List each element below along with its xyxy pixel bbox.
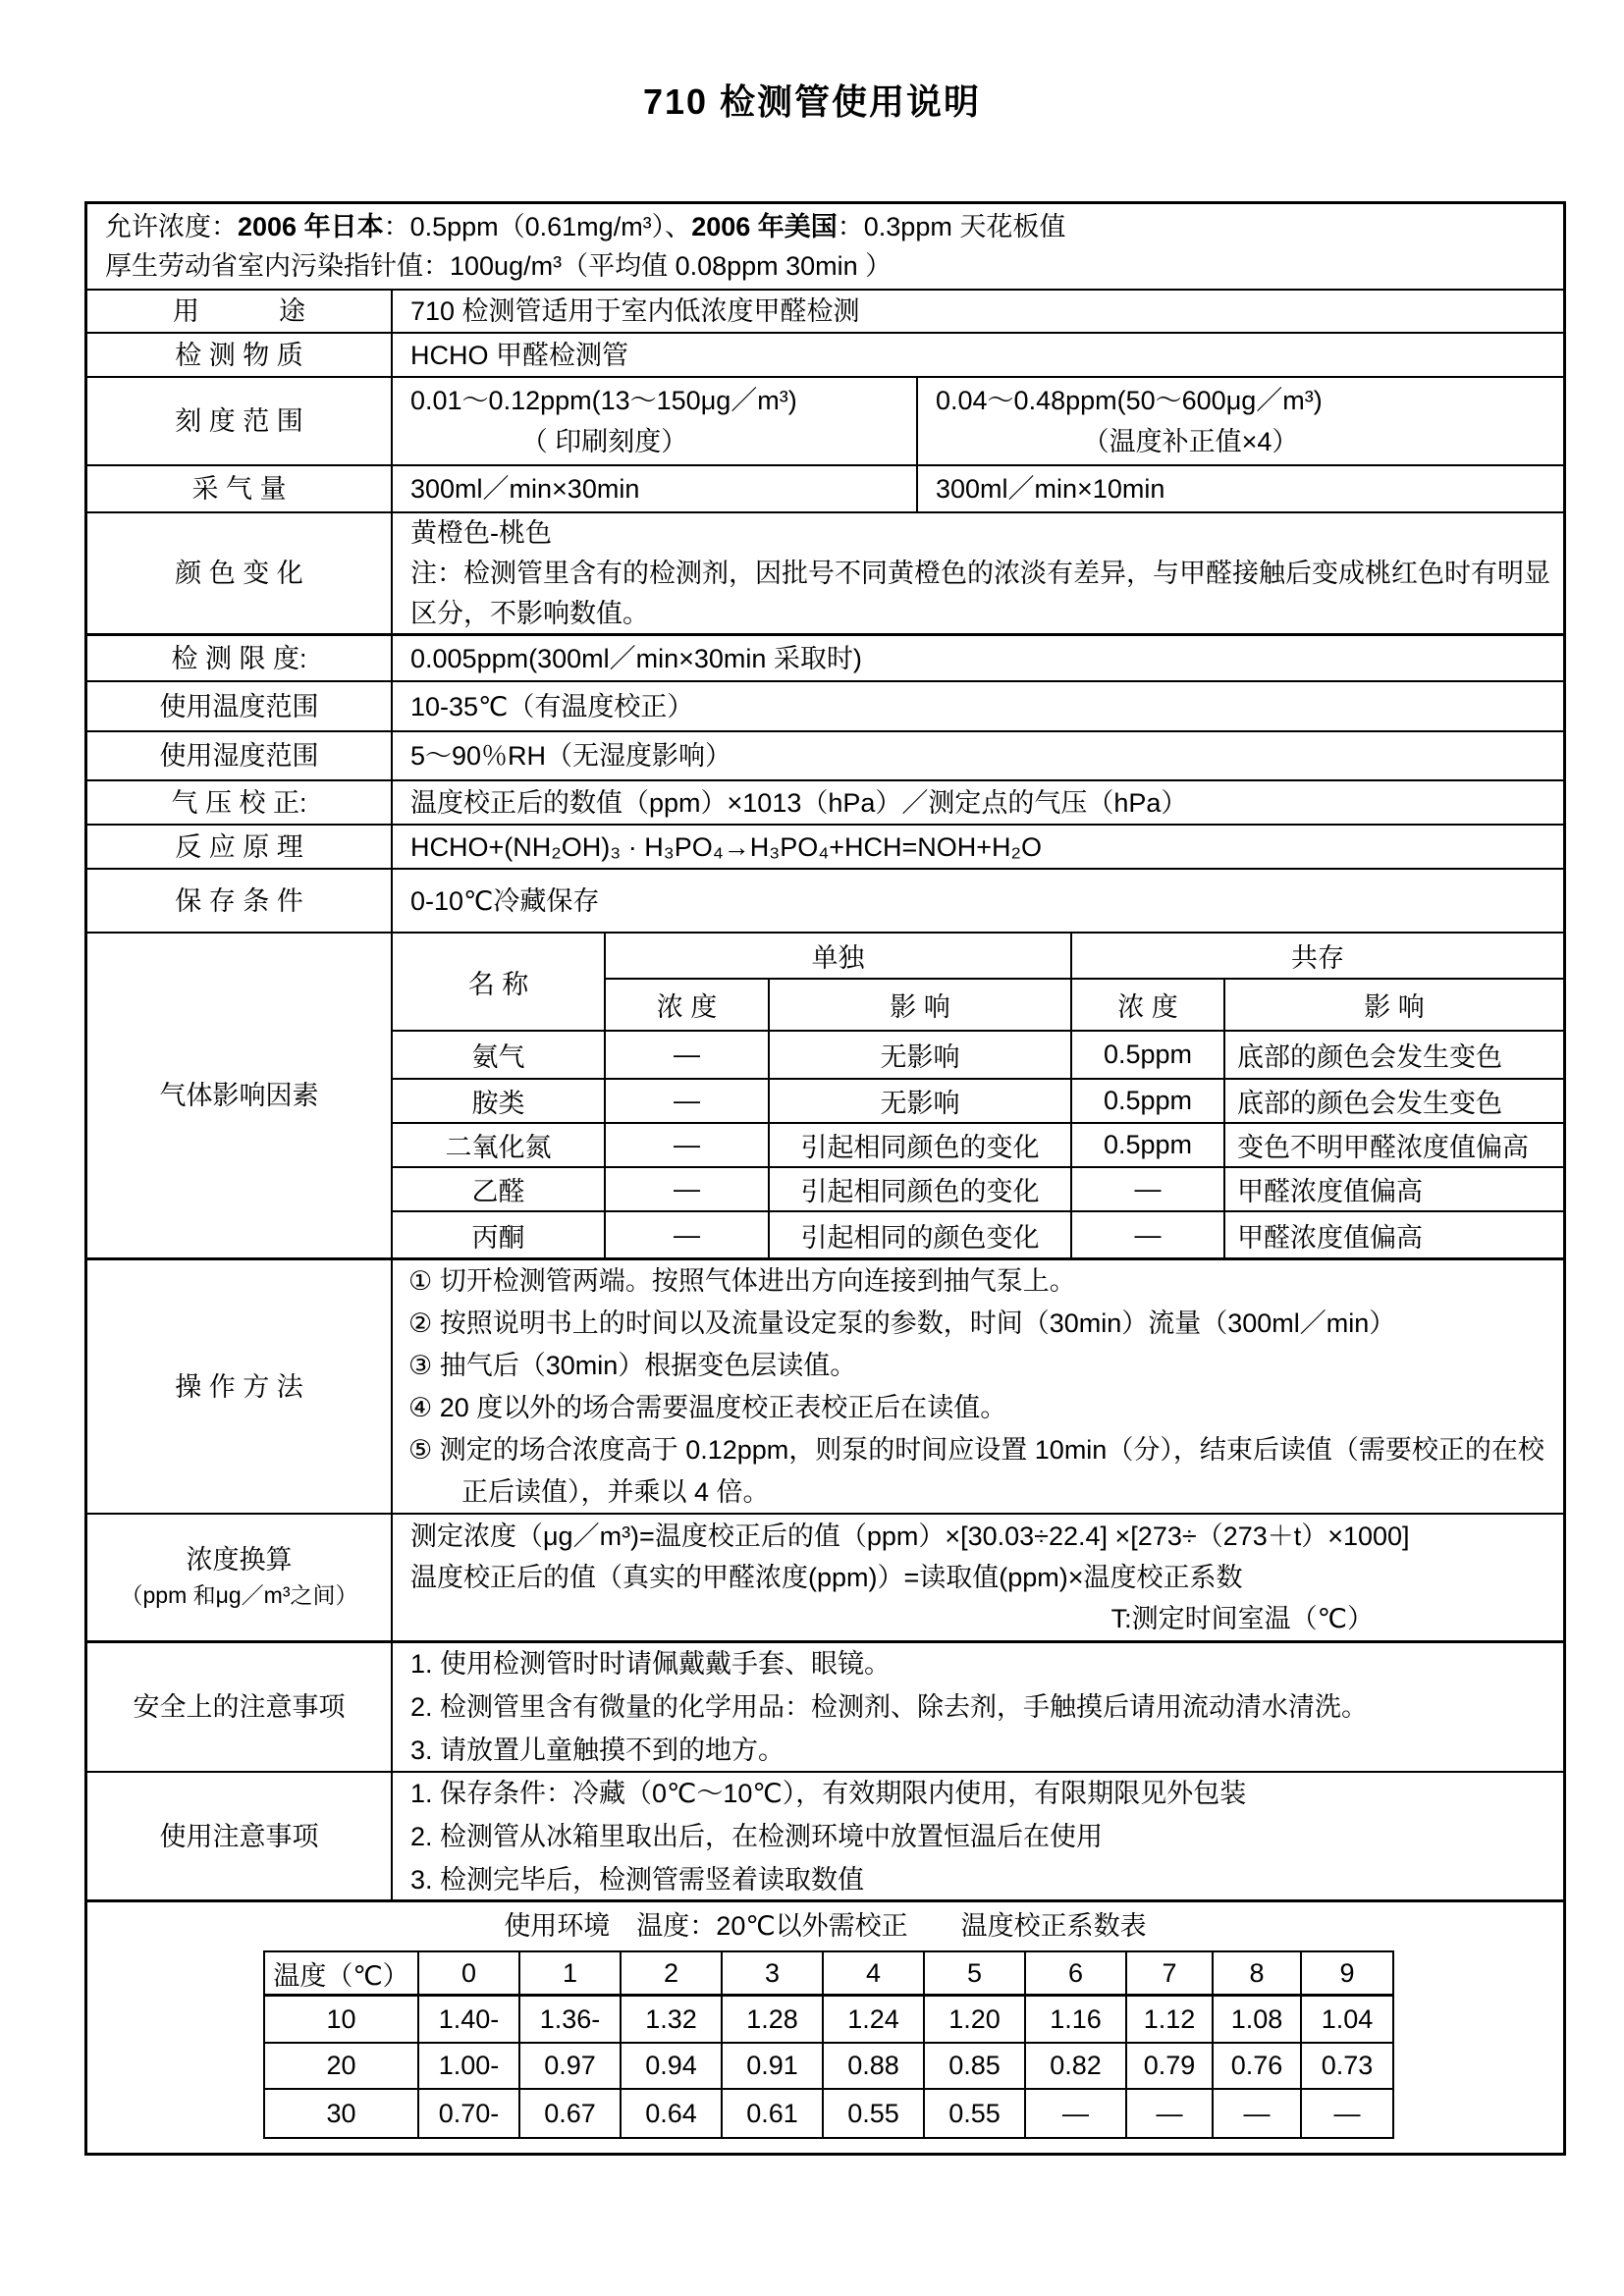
allowed-japan-bold: 2006 年日本 <box>238 212 384 241</box>
gas-row-coexist-conc: 0.5ppm <box>1072 1080 1225 1124</box>
row-usage-notes <box>87 1773 1563 1902</box>
corr-cell: 0.82 <box>1026 2044 1127 2090</box>
storage-condition-label: 保 存 条 件 <box>87 870 393 932</box>
gas-row-alone-effect: 引起相同颜色的变化 <box>770 1124 1072 1168</box>
scale-printed-range: 0.01～0.12ppm(13～150μg／m³) <box>410 386 797 415</box>
row-scale-range <box>87 378 1563 466</box>
gas-header-coexist-effect: 影 响 <box>1225 980 1563 1032</box>
corr-header: 3 <box>723 1952 824 1997</box>
row-color-change <box>87 513 1563 636</box>
storage-condition-value: 0-10℃冷藏保存 <box>410 885 600 916</box>
usage-notes-list <box>393 1773 1563 1899</box>
color-change-value <box>393 513 1563 633</box>
corr-cell: 0.61 <box>723 2090 824 2137</box>
reaction-principle-formula: HCHO+(NH₂OH)₃ · H₃PO₄→H₃PO₄+HCH=NOH+H₂O <box>410 831 1043 862</box>
row-allowed-concentration <box>87 204 1563 291</box>
corr-cell: 0.79 <box>1127 2044 1214 2090</box>
gas-row-alone-effect: 无影响 <box>770 1080 1072 1124</box>
operation-step-1: ① 切开检测管两端。按照气体进出方向连接到抽气泵上。 <box>408 1265 1076 1296</box>
gas-row-coexist-effect: 底部的颜色会发生变色 <box>1225 1032 1563 1080</box>
corr-header: 1 <box>520 1952 622 1997</box>
corr-header-temp: 温度（℃） <box>265 1952 419 1997</box>
corr-header: 4 <box>824 1952 925 1997</box>
temperature-range-value: 10-35℃（有温度校正） <box>410 691 694 721</box>
gas-row-coexist-effect: 甲醛浓度值偏高 <box>1237 1222 1423 1253</box>
scale-printed-note: （ 印刷刻度） <box>520 427 688 456</box>
corr-cell: 30 <box>265 2090 419 2137</box>
row-correction-table <box>87 1902 1563 2153</box>
color-change-label: 颜 色 变 化 <box>87 513 393 633</box>
sampling-volume-values <box>393 466 1563 511</box>
detection-limit-label: 检 测 限 度: <box>87 636 393 680</box>
humidity-range-label: 使用湿度范围 <box>87 732 393 779</box>
allowed-usa-value: ：0.3ppm 天花板值 <box>837 212 1066 241</box>
gas-factors-label: 气体影响因素 <box>87 934 393 1257</box>
corr-cell: 1.08 <box>1214 1997 1302 2044</box>
allowed-line2: 厚生劳动省室内污染指针值：100ug/m³（平均值 0.08ppm 30min ） <box>105 251 893 281</box>
temperature-range-label: 使用温度范围 <box>87 682 393 730</box>
scale-range-corrected <box>918 378 1563 464</box>
corr-cell: 0.67 <box>520 2090 622 2137</box>
pressure-correction-value: 温度校正后的数值（ppm）×1013（hPa）／测定点的气压（hPa） <box>410 787 1188 818</box>
corr-cell: 20 <box>265 2044 419 2090</box>
row-sampling-volume <box>87 466 1563 513</box>
row-usage <box>87 291 1563 334</box>
usage-value: 710 检测管适用于室内低浓度甲醛检测 <box>410 296 860 326</box>
allowed-line1 <box>105 207 1555 246</box>
gas-row-alone-effect: 引起相同颜色的变化 <box>770 1168 1072 1212</box>
corr-header: 2 <box>622 1952 723 1997</box>
corr-cell: — <box>1026 2090 1127 2137</box>
correction-block <box>87 1902 1563 2153</box>
corr-cell: 0.97 <box>520 2044 622 2090</box>
corr-cell: 1.12 <box>1127 1997 1214 2044</box>
gas-row-coexist-conc: — <box>1072 1212 1225 1257</box>
safety-note-2: 2. 检测管里含有微量的化学用品：检测剂、除去剂，手触摸后请用流动清水清洗。 <box>410 1692 1369 1722</box>
detection-limit-value: 0.005ppm(300ml／min×30min 采取时) <box>410 643 862 673</box>
scale-corrected-range: 0.04～0.48ppm(50～600μg／m³) <box>936 386 1323 415</box>
row-detection-limit <box>87 636 1563 682</box>
row-gas-factors <box>87 934 1563 1260</box>
corr-cell: 1.20 <box>925 1997 1026 2044</box>
allowed-concentration-text <box>87 204 1563 289</box>
corr-header: 9 <box>1302 1952 1392 1997</box>
gas-row-alone-conc: — <box>606 1124 770 1168</box>
gas-row-name: 二氧化氮 <box>393 1124 606 1168</box>
corr-cell: 0.85 <box>925 2044 1026 2090</box>
corr-header: 8 <box>1214 1952 1302 1997</box>
gas-row-name: 胺类 <box>393 1080 606 1124</box>
gas-factors-table <box>393 934 1563 1257</box>
gas-row-name: 丙酮 <box>393 1212 606 1257</box>
concentration-conversion-label <box>87 1515 393 1640</box>
gas-header-name: 名 称 <box>393 934 606 1032</box>
gas-row-coexist-conc: 0.5ppm <box>1072 1032 1225 1080</box>
corr-cell: 1.36- <box>520 1997 622 2044</box>
corr-header: 5 <box>925 1952 1026 1997</box>
operation-step-5: ⑤ 测定的场合浓度高于 0.12ppm，则泵的时间应设置 10min（分），结束后读值（需要校正的在校正后读值），并乘以 4 倍。 <box>408 1434 1544 1507</box>
gas-row-coexist-effect: 甲醛浓度值偏高 <box>1225 1168 1563 1212</box>
gas-row-alone-conc: — <box>606 1168 770 1212</box>
gas-header-alone-effect: 影 响 <box>770 980 1072 1032</box>
corr-cell: 1.32 <box>622 1997 723 2044</box>
corr-header: 6 <box>1026 1952 1127 1997</box>
conversion-formula-2: 温度校正后的值（真实的甲醛浓度(ppm)）=读取值(ppm)×温度校正系数 <box>410 1563 1243 1592</box>
conversion-temperature-note: T:测定时间室温（℃） <box>1110 1604 1374 1633</box>
corr-cell: 0.55 <box>824 2090 925 2137</box>
conversion-label-line2: （ppm 和μg／m³之间） <box>120 1582 358 1608</box>
operation-step-4: ④ 20 度以外的场合需要温度校正表校正后在读值。 <box>408 1392 1007 1422</box>
page-title: 710 检测管使用说明 <box>642 81 982 122</box>
corr-cell: — <box>1214 2090 1302 2137</box>
color-change-colors: 黄橙色-桃色 <box>410 517 552 548</box>
sampling-volume-left: 300ml／min×30min <box>393 466 918 511</box>
corr-cell: 10 <box>265 1997 419 2044</box>
reaction-principle-label: 反 应 原 理 <box>87 826 393 868</box>
corr-cell: 0.91 <box>723 2044 824 2090</box>
conversion-label-line1: 浓度换算 <box>186 1545 293 1575</box>
instruction-table <box>84 201 1566 2156</box>
corr-cell: — <box>1127 2090 1214 2137</box>
corr-cell: 0.94 <box>622 2044 723 2090</box>
row-operation-method <box>87 1260 1563 1515</box>
gas-row-coexist-effect: 底部的颜色会发生变色 <box>1225 1080 1563 1124</box>
allowed-japan-value: ：0.5ppm（0.61mg/m³）、 <box>383 212 692 241</box>
corr-cell: 0.64 <box>622 2090 723 2137</box>
corr-cell: 1.04 <box>1302 1997 1392 2044</box>
row-reaction-principle <box>87 826 1563 870</box>
operation-step-3: ③ 抽气后（30min）根据变色层读值。 <box>408 1350 857 1380</box>
correction-title: 使用环境 温度：20℃以外需校正 温度校正系数表 <box>504 1911 1147 1941</box>
gas-row-alone-conc: — <box>606 1080 770 1124</box>
substance-value: HCHO 甲醛检测管 <box>410 340 628 370</box>
sampling-volume-right: 300ml／min×10min <box>936 474 1165 504</box>
operation-steps <box>393 1260 1563 1513</box>
allowed-prefix: 允许浓度： <box>105 212 238 241</box>
gas-header-alone-conc: 浓 度 <box>606 980 770 1032</box>
corr-header: 0 <box>419 1952 520 1997</box>
row-concentration-conversion <box>87 1515 1563 1643</box>
gas-row-alone-conc: — <box>606 1032 770 1080</box>
gas-row-alone-conc: — <box>606 1212 770 1257</box>
gas-row-name: 氨气 <box>393 1032 606 1080</box>
corr-cell: 1.24 <box>824 1997 925 2044</box>
scale-range-label: 刻 度 范 围 <box>87 378 393 464</box>
corr-cell: 1.28 <box>723 1997 824 2044</box>
scale-range-values <box>393 378 1563 464</box>
row-temperature-range <box>87 682 1563 732</box>
safety-note-1: 1. 使用检测管时时请佩戴戴手套、眼镜。 <box>410 1649 892 1679</box>
humidity-range-value: 5～90％RH（无湿度影响） <box>410 741 732 771</box>
gas-header-alone: 单独 <box>606 934 1072 980</box>
row-pressure-correction <box>87 781 1563 826</box>
corr-cell: 0.55 <box>925 2090 1026 2137</box>
substance-label: 检 测 物 质 <box>87 334 393 376</box>
scale-corrected-note: （温度补正值×4） <box>1082 427 1299 456</box>
usage-note-3: 3. 检测完毕后，检测管需竖着读取数值 <box>410 1864 865 1895</box>
corr-cell: 1.00- <box>419 2044 520 2090</box>
color-change-note: 注：检测管里含有的检测剂，因批号不同黄橙色的浓淡有差异，与甲醛接触后变成桃红色时有明显区分，不影响数值。 <box>410 558 1550 628</box>
corr-cell: 0.88 <box>824 2044 925 2090</box>
row-safety-notes <box>87 1643 1563 1773</box>
row-humidity-range <box>87 732 1563 781</box>
operation-method-label: 操 作 方 法 <box>87 1260 393 1513</box>
allowed-usa-bold: 2006 年美国 <box>691 212 838 241</box>
usage-note-2: 2. 检测管从冰箱里取出后，在检测环境中放置恒温后在使用 <box>410 1821 1104 1851</box>
corr-cell: 0.73 <box>1302 2044 1392 2090</box>
corr-cell: 0.76 <box>1214 2044 1302 2090</box>
temperature-correction-table <box>263 1950 1394 2139</box>
gas-row-alone-effect: 无影响 <box>770 1032 1072 1080</box>
usage-note-1: 1. 保存条件：冷藏（0℃～10℃），有效期限内使用，有限期限见外包装 <box>410 1778 1247 1808</box>
corr-header: 7 <box>1127 1952 1214 1997</box>
row-substance <box>87 334 1563 378</box>
row-storage-condition <box>87 870 1563 934</box>
corr-cell: — <box>1333 2098 1361 2128</box>
usage-notes-label: 使用注意事项 <box>87 1773 393 1899</box>
safety-notes-list <box>393 1643 1563 1771</box>
pressure-correction-label: 气 压 校 正: <box>87 781 393 824</box>
usage-label: 用 途 <box>87 291 393 332</box>
safety-notes-label: 安全上的注意事项 <box>87 1643 393 1771</box>
gas-row-name: 乙醛 <box>393 1168 606 1212</box>
gas-row-alone-effect: 引起相同的颜色变化 <box>770 1212 1072 1257</box>
gas-row-coexist-conc: 0.5ppm <box>1072 1124 1225 1168</box>
corr-cell: 1.16 <box>1026 1997 1127 2044</box>
conversion-formula-1: 测定浓度（μg／m³)=温度校正后的值（ppm）×[30.03÷22.4] ×[273÷（273＋t）×1000] <box>410 1522 1410 1551</box>
gas-row-coexist-effect: 变色不明甲醛浓度值偏高 <box>1225 1124 1563 1168</box>
conversion-formulas <box>393 1515 1563 1640</box>
gas-row-coexist-conc: — <box>1072 1168 1225 1212</box>
operation-step-2: ② 按照说明书上的时间以及流量设定泵的参数，时间（30min）流量（300ml／min） <box>408 1308 1396 1338</box>
sampling-volume-label: 采 气 量 <box>87 466 393 511</box>
gas-header-coexist-conc: 浓 度 <box>1072 980 1225 1032</box>
corr-cell: 0.70- <box>419 2090 520 2137</box>
safety-note-3: 3. 请放置儿童触摸不到的地方。 <box>410 1735 785 1765</box>
scale-range-printed <box>393 378 918 464</box>
corr-cell: 1.40- <box>419 1997 520 2044</box>
gas-header-coexist: 共存 <box>1072 934 1563 980</box>
